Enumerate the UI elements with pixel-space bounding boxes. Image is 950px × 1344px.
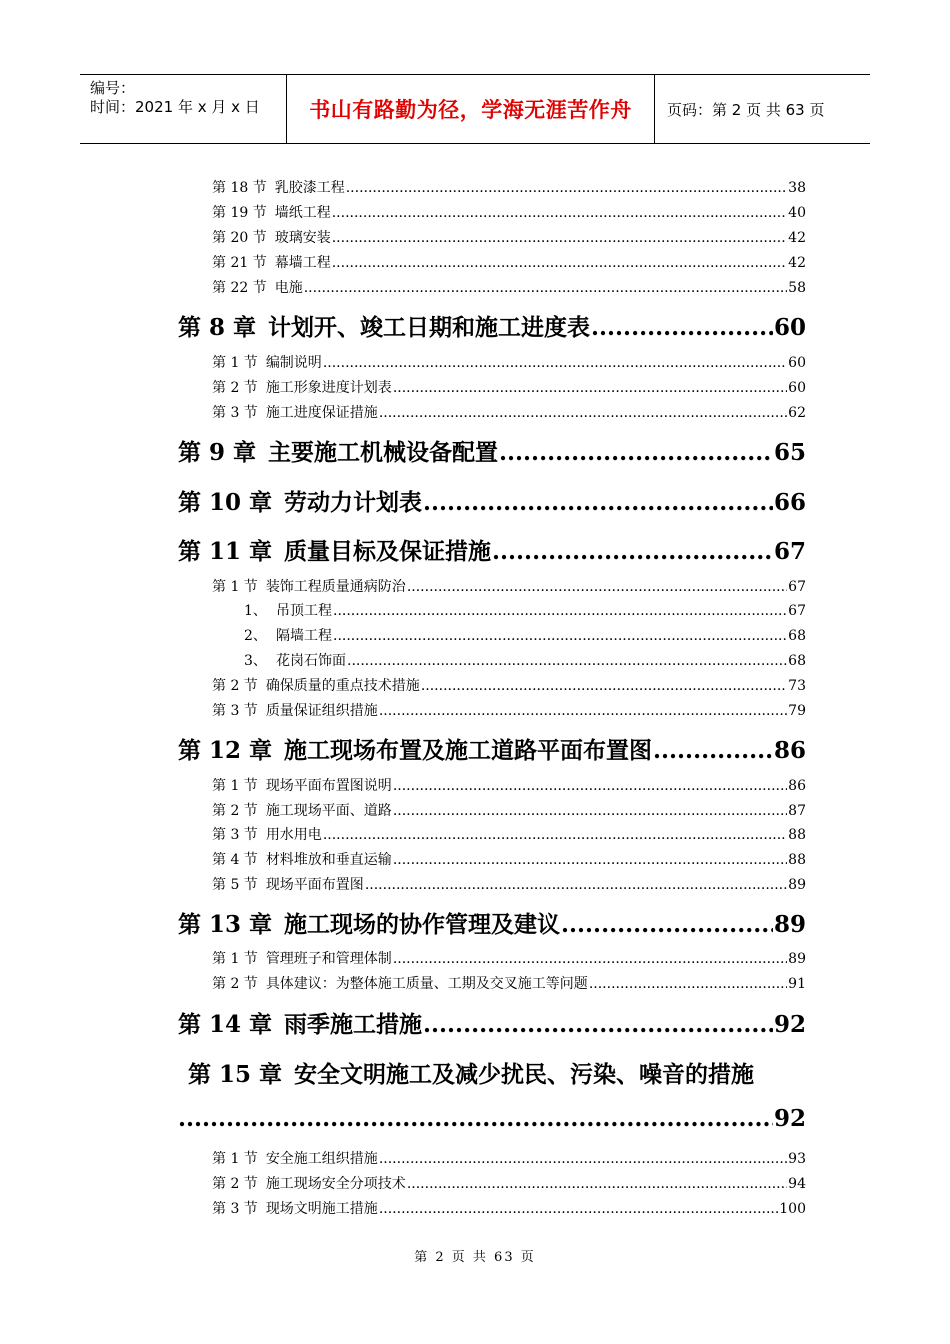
toc-title: 现场平面布置图说明 <box>265 778 392 794</box>
toc-page: 68 <box>788 653 806 669</box>
toc-title: 施工现场平面、道路 <box>265 803 392 819</box>
toc-page: 79 <box>788 703 806 719</box>
toc-section <box>212 675 806 695</box>
toc-leader <box>379 703 787 719</box>
toc-section <box>212 973 806 993</box>
header-time: 时间：2021 年 x 月 x 日 <box>90 98 260 116</box>
toc-section <box>212 1148 806 1168</box>
toc-section <box>212 402 806 422</box>
toc-title: 施工形象进度计划表 <box>265 380 392 396</box>
toc-tag: 第 15 章 <box>188 1061 283 1088</box>
toc-section <box>212 202 806 222</box>
toc-title: 具体建议：为整体施工质量、工期及交叉施工等问题 <box>265 976 588 992</box>
toc-page: 62 <box>788 405 806 421</box>
toc-leader <box>323 355 787 371</box>
page-header <box>80 74 870 144</box>
toc-num: 3、 <box>244 653 267 669</box>
toc-title: 确保质量的重点技术措施 <box>265 678 420 694</box>
toc-page: 94 <box>788 1176 806 1192</box>
toc-tag: 第 2 节 <box>212 976 258 992</box>
toc-chapter-15-title <box>188 1056 754 1089</box>
toc-leader <box>346 180 787 196</box>
toc-page: 60 <box>773 314 806 341</box>
header-page-info: 页码：第 2 页 共 63 页 <box>667 100 825 119</box>
toc-title: 计划开、竣工日期和施工进度表 <box>268 314 591 341</box>
toc-section <box>212 377 806 397</box>
toc-chapter <box>178 484 806 514</box>
toc-tag: 第 18 节 <box>212 180 267 196</box>
toc-tag: 第 3 节 <box>212 827 258 843</box>
toc-section <box>212 177 806 197</box>
toc-section <box>212 824 806 844</box>
toc-chapter <box>178 732 806 762</box>
toc-leader <box>178 1105 773 1132</box>
toc-section <box>212 800 806 820</box>
toc-chapter <box>178 434 806 464</box>
toc-title: 用水用电 <box>265 827 322 843</box>
toc-page: 42 <box>788 255 806 271</box>
toc-section <box>212 1198 806 1218</box>
toc-leader <box>492 538 773 565</box>
toc-page: 65 <box>773 439 806 466</box>
toc-page: 93 <box>788 1151 806 1167</box>
toc-leader <box>423 489 773 516</box>
toc-page: 40 <box>788 205 806 221</box>
toc-tag: 第 13 章 <box>178 911 273 938</box>
toc-tag: 第 2 节 <box>212 803 258 819</box>
toc-leader <box>365 877 787 893</box>
toc-num: 1、 <box>244 603 267 619</box>
toc-tag: 第 1 节 <box>212 1151 258 1167</box>
toc-tag: 第 8 章 <box>178 314 257 341</box>
toc-leader <box>332 255 787 271</box>
toc-page: 68 <box>788 628 806 644</box>
toc-chapter <box>178 906 806 936</box>
toc-page: 89 <box>788 951 806 967</box>
toc-title: 装饰工程质量通病防治 <box>265 579 406 595</box>
toc-tag: 第 4 节 <box>212 852 258 868</box>
toc-page: 60 <box>788 355 806 371</box>
toc-page: 100 <box>779 1201 806 1217</box>
toc-chapter-15-leader <box>178 1105 806 1135</box>
toc-tag: 第 3 节 <box>212 1201 258 1217</box>
toc-title: 施工现场布置及施工道路平面布置图 <box>284 737 653 764</box>
toc-leader <box>653 737 773 764</box>
toc-tag: 第 22 节 <box>212 280 267 296</box>
toc-title: 劳动力计划表 <box>284 489 423 516</box>
toc-leader <box>407 579 787 595</box>
toc-page: 38 <box>788 180 806 196</box>
toc-page: 87 <box>788 803 806 819</box>
toc-page: 67 <box>788 603 806 619</box>
toc-leader <box>332 230 787 246</box>
toc-leader <box>393 778 787 794</box>
toc-tag: 第 2 节 <box>212 380 258 396</box>
toc-leader <box>304 280 787 296</box>
toc-leader <box>379 1151 787 1167</box>
toc-num: 2、 <box>244 628 267 644</box>
toc-page: 86 <box>773 737 806 764</box>
page-footer: 第 2 页 共 63 页 <box>414 1250 536 1265</box>
toc-page: 92 <box>773 1011 806 1038</box>
toc-title: 施工现场的协作管理及建议 <box>284 911 561 938</box>
toc-leader <box>393 852 787 868</box>
toc-page: 58 <box>788 280 806 296</box>
toc-page: 67 <box>773 538 806 565</box>
toc-leader <box>332 205 787 221</box>
toc-title: 安全施工组织措施 <box>265 1151 378 1167</box>
toc-section <box>212 576 806 596</box>
toc-title: 花岗石饰面 <box>276 653 346 669</box>
toc-leader <box>561 911 773 938</box>
toc-tag: 第 14 章 <box>178 1011 273 1038</box>
toc-tag: 第 2 节 <box>212 678 258 694</box>
toc-leader <box>379 1201 778 1217</box>
toc-page: 91 <box>788 976 806 992</box>
toc-section <box>212 352 806 372</box>
header-meta <box>80 75 287 143</box>
toc-page: 89 <box>773 911 806 938</box>
toc-leader <box>407 1176 787 1192</box>
toc-chapter <box>178 533 806 563</box>
toc-tag: 第 12 章 <box>178 737 273 764</box>
toc-tag: 第 3 节 <box>212 405 258 421</box>
toc-title: 质量目标及保证措施 <box>284 538 492 565</box>
toc-chapter <box>178 1006 806 1036</box>
toc-tag: 第 2 节 <box>212 1176 258 1192</box>
toc-section <box>212 775 806 795</box>
toc-title: 施工现场安全分项技术 <box>265 1176 406 1192</box>
toc-leader <box>393 803 787 819</box>
toc-tag: 第 5 节 <box>212 877 258 893</box>
toc-section <box>212 252 806 272</box>
toc-item <box>244 625 806 645</box>
toc-title: 墙纸工程 <box>274 205 331 221</box>
toc-title: 编制说明 <box>265 355 322 371</box>
toc-tag: 第 1 节 <box>212 579 258 595</box>
toc-title: 安全文明施工及减少扰民、污染、噪音的措施 <box>294 1061 755 1088</box>
toc-tag: 第 1 节 <box>212 951 258 967</box>
toc-leader <box>333 628 787 644</box>
toc-page: 88 <box>788 852 806 868</box>
toc-title: 乳胶漆工程 <box>274 180 345 196</box>
toc-section <box>212 277 806 297</box>
toc-leader <box>421 678 787 694</box>
toc-page: 88 <box>788 827 806 843</box>
toc-leader <box>393 380 787 396</box>
toc-tag: 第 19 节 <box>212 205 267 221</box>
header-number: 编号： <box>90 79 136 97</box>
toc-tag: 第 20 节 <box>212 230 267 246</box>
header-motto: 书山有路勤为径，学海无涯苦作舟 <box>287 75 655 143</box>
toc-page: 60 <box>788 380 806 396</box>
toc-leader <box>423 1011 773 1038</box>
toc-section <box>212 874 806 894</box>
toc-page: 89 <box>788 877 806 893</box>
toc-tag: 第 21 节 <box>212 255 267 271</box>
toc-tag: 第 3 节 <box>212 703 258 719</box>
toc-page: 92 <box>773 1105 806 1132</box>
toc-leader <box>333 603 787 619</box>
toc-leader <box>499 439 773 466</box>
toc-title: 主要施工机械设备配置 <box>268 439 499 466</box>
toc-tag: 第 1 节 <box>212 355 258 371</box>
toc-title: 管理班子和管理体制 <box>265 951 392 967</box>
toc-leader <box>393 951 787 967</box>
toc-title: 隔墙工程 <box>276 628 332 644</box>
toc-title: 现场文明施工措施 <box>265 1201 378 1217</box>
toc-section <box>212 1173 806 1193</box>
toc-leader <box>379 405 787 421</box>
toc-tag: 第 11 章 <box>178 538 273 565</box>
toc-item <box>244 600 806 620</box>
toc-page: 86 <box>788 778 806 794</box>
toc-chapter <box>178 309 806 339</box>
toc-title: 玻璃安装 <box>274 230 331 246</box>
toc-title: 材料堆放和垂直运输 <box>265 852 392 868</box>
toc-title: 电施 <box>274 280 303 296</box>
toc-leader <box>347 653 787 669</box>
toc-title: 质量保证组织措施 <box>265 703 378 719</box>
toc-title: 吊顶工程 <box>276 603 332 619</box>
toc-leader <box>323 827 787 843</box>
toc-title: 幕墙工程 <box>274 255 331 271</box>
toc-section <box>212 227 806 247</box>
toc-section <box>212 700 806 720</box>
toc-title: 施工进度保证措施 <box>265 405 378 421</box>
toc-leader <box>591 314 773 341</box>
toc-page: 66 <box>773 489 806 516</box>
toc-section <box>212 948 806 968</box>
toc-page: 42 <box>788 230 806 246</box>
toc-page: 73 <box>788 678 806 694</box>
toc-page: 67 <box>788 579 806 595</box>
toc-tag: 第 10 章 <box>178 489 273 516</box>
toc-title: 雨季施工措施 <box>284 1011 423 1038</box>
toc-section <box>212 849 806 869</box>
toc-tag: 第 9 章 <box>178 439 257 466</box>
toc-title: 现场平面布置图 <box>265 877 364 893</box>
toc-tag: 第 1 节 <box>212 778 258 794</box>
toc-leader <box>589 976 787 992</box>
toc-item <box>244 650 806 670</box>
